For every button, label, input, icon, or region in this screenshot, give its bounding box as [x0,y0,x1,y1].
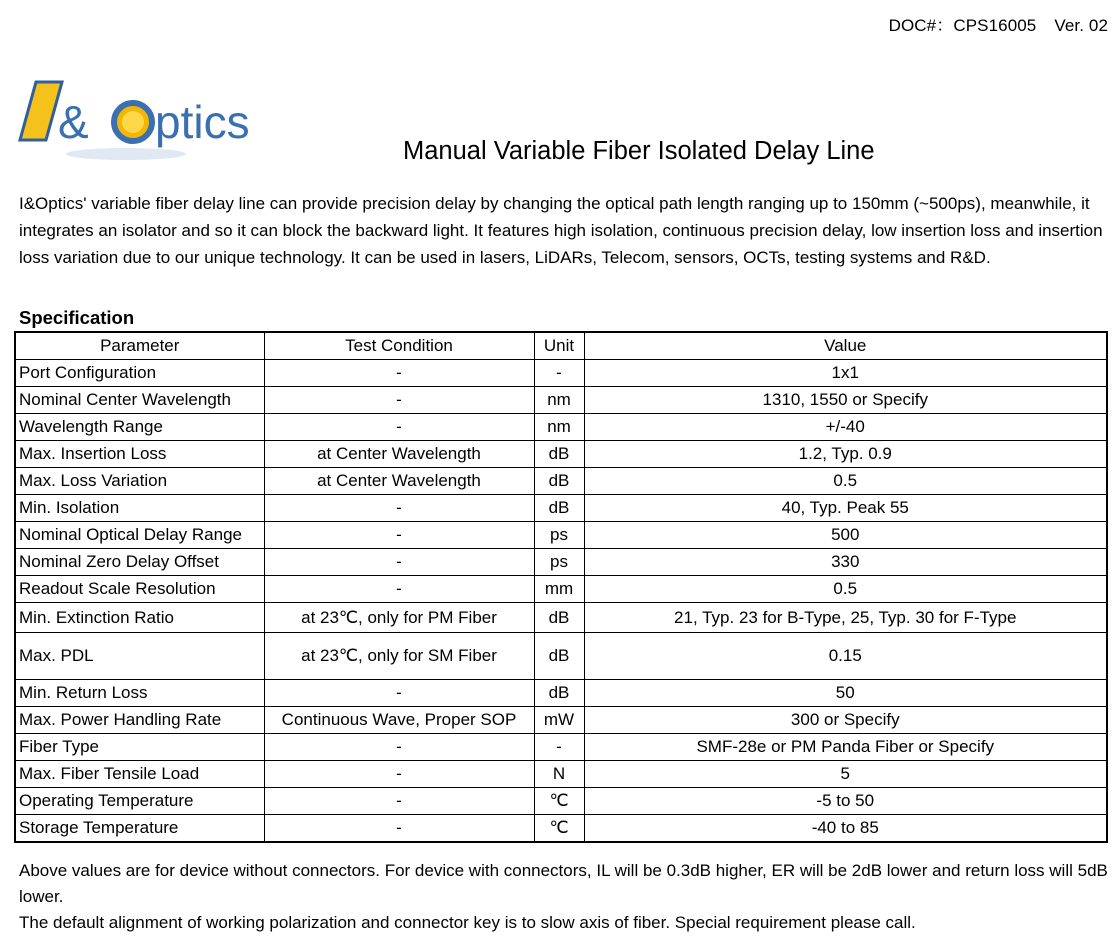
specification-heading: Specification [19,307,135,328]
table-row [15,549,1107,576]
table-row [15,761,1107,788]
footnote-connectors: Above values are for device without connectors. For device with connectors, IL will be 0.3dB higher, ER will be 2dB lower and return loss will 5dB lower. [19,861,1108,906]
cell-value: 0.15 [584,633,1107,680]
cell-parameter: Storage Temperature [15,815,264,843]
cell-unit: ps [534,549,584,576]
cell-value: 1310, 1550 or Specify [584,387,1107,414]
cell-unit: dB [534,441,584,468]
cell-condition: - [264,387,534,414]
cell-unit: dB [534,495,584,522]
table-row [15,468,1107,495]
specification-table [14,331,1108,843]
logo-graphic [18,80,288,168]
table-row [15,360,1107,387]
cell-value: -5 to 50 [584,788,1107,815]
footnote-polarization: The default alignment of working polarization and connector key is to slow axis of fiber. Special requirement please call. [19,913,916,932]
cell-value: 1.2, Typ. 0.9 [584,441,1107,468]
table-row [15,441,1107,468]
cell-parameter: Readout Scale Resolution [15,576,264,603]
intro-paragraph: I&Optics' variable fiber delay line can provide precision delay by changing the optical path length ranging up to 150mm (~500ps), meanwhile, it integrates an isolator and so it can block the backward light. It features high isolation, continuous precision delay, low insertion loss and insertion loss variation due to our unique technology. It can be used in lasers, LiDARs, Telecom, sensors, OCTs, testing systems and R&D. [19,194,1103,267]
cell-condition: at Center Wavelength [264,441,534,468]
cell-value: 5 [584,761,1107,788]
cell-value: SMF-28e or PM Panda Fiber or Specify [584,734,1107,761]
cell-value: 330 [584,549,1107,576]
cell-value: 500 [584,522,1107,549]
footnotes [19,858,1109,936]
cell-unit: - [534,734,584,761]
cell-value: 40, Typ. Peak 55 [584,495,1107,522]
cell-unit: ps [534,522,584,549]
cell-value: 21, Typ. 23 for B-Type, 25, Typ. 30 for F-Type [584,603,1107,633]
cell-parameter: Max. PDL [15,633,264,680]
table-row [15,387,1107,414]
svg-text:&: & [58,96,89,148]
cell-condition: - [264,761,534,788]
table-row [15,414,1107,441]
cell-parameter: Min. Isolation [15,495,264,522]
cell-parameter: Max. Power Handling Rate [15,707,264,734]
cell-value: -40 to 85 [584,815,1107,843]
table-row [15,707,1107,734]
header-value: Value [584,332,1107,360]
cell-unit: N [534,761,584,788]
cell-parameter: Fiber Type [15,734,264,761]
cell-parameter: Nominal Zero Delay Offset [15,549,264,576]
cell-parameter: Max. Fiber Tensile Load [15,761,264,788]
cell-value: 1x1 [584,360,1107,387]
cell-unit: mW [534,707,584,734]
cell-unit: mm [534,576,584,603]
cell-parameter: Min. Extinction Ratio [15,603,264,633]
cell-condition: Continuous Wave, Proper SOP [264,707,534,734]
cell-condition: - [264,495,534,522]
cell-unit: nm [534,414,584,441]
cell-condition: - [264,734,534,761]
cell-condition: at 23℃, only for PM Fiber [264,603,534,633]
header-unit: Unit [534,332,584,360]
cell-unit: nm [534,387,584,414]
table-row [15,603,1107,633]
cell-condition: - [264,522,534,549]
cell-unit: ℃ [534,815,584,843]
cell-parameter: Max. Insertion Loss [15,441,264,468]
cell-condition: - [264,360,534,387]
cell-parameter: Min. Return Loss [15,680,264,707]
cell-unit: ℃ [534,788,584,815]
header-parameter: Parameter [15,332,264,360]
doc-number: DOC#：CPS16005 [888,16,1037,35]
cell-parameter: Port Configuration [15,360,264,387]
cell-unit: - [534,360,584,387]
header-test-condition: Test Condition [264,332,534,360]
cell-value: 0.5 [584,468,1107,495]
cell-unit: dB [534,680,584,707]
document-reference [889,11,1108,36]
doc-version: Ver. 02 [1054,16,1108,35]
cell-unit: dB [534,633,584,680]
cell-value: 0.5 [584,576,1107,603]
cell-unit: dB [534,468,584,495]
company-logo [18,80,288,168]
cell-parameter: Max. Loss Variation [15,468,264,495]
cell-condition: at Center Wavelength [264,468,534,495]
cell-value: +/-40 [584,414,1107,441]
cell-condition: - [264,549,534,576]
cell-condition: - [264,576,534,603]
page-title: Manual Variable Fiber Isolated Delay Line [403,137,875,165]
table-row [15,522,1107,549]
cell-condition: - [264,680,534,707]
table-row [15,734,1107,761]
cell-unit: dB [534,603,584,633]
table-row [15,633,1107,680]
cell-condition: - [264,815,534,843]
table-row [15,680,1107,707]
cell-condition: - [264,414,534,441]
table-row [15,576,1107,603]
svg-text:ptics: ptics [155,96,250,148]
cell-parameter: Nominal Center Wavelength [15,387,264,414]
cell-parameter: Nominal Optical Delay Range [15,522,264,549]
table-row [15,788,1107,815]
cell-value: 50 [584,680,1107,707]
cell-condition: - [264,788,534,815]
cell-parameter: Operating Temperature [15,788,264,815]
cell-parameter: Wavelength Range [15,414,264,441]
table-header-row [15,332,1107,360]
cell-value: 300 or Specify [584,707,1107,734]
cell-condition: at 23℃, only for SM Fiber [264,633,534,680]
table-row [15,495,1107,522]
table-row [15,815,1107,843]
